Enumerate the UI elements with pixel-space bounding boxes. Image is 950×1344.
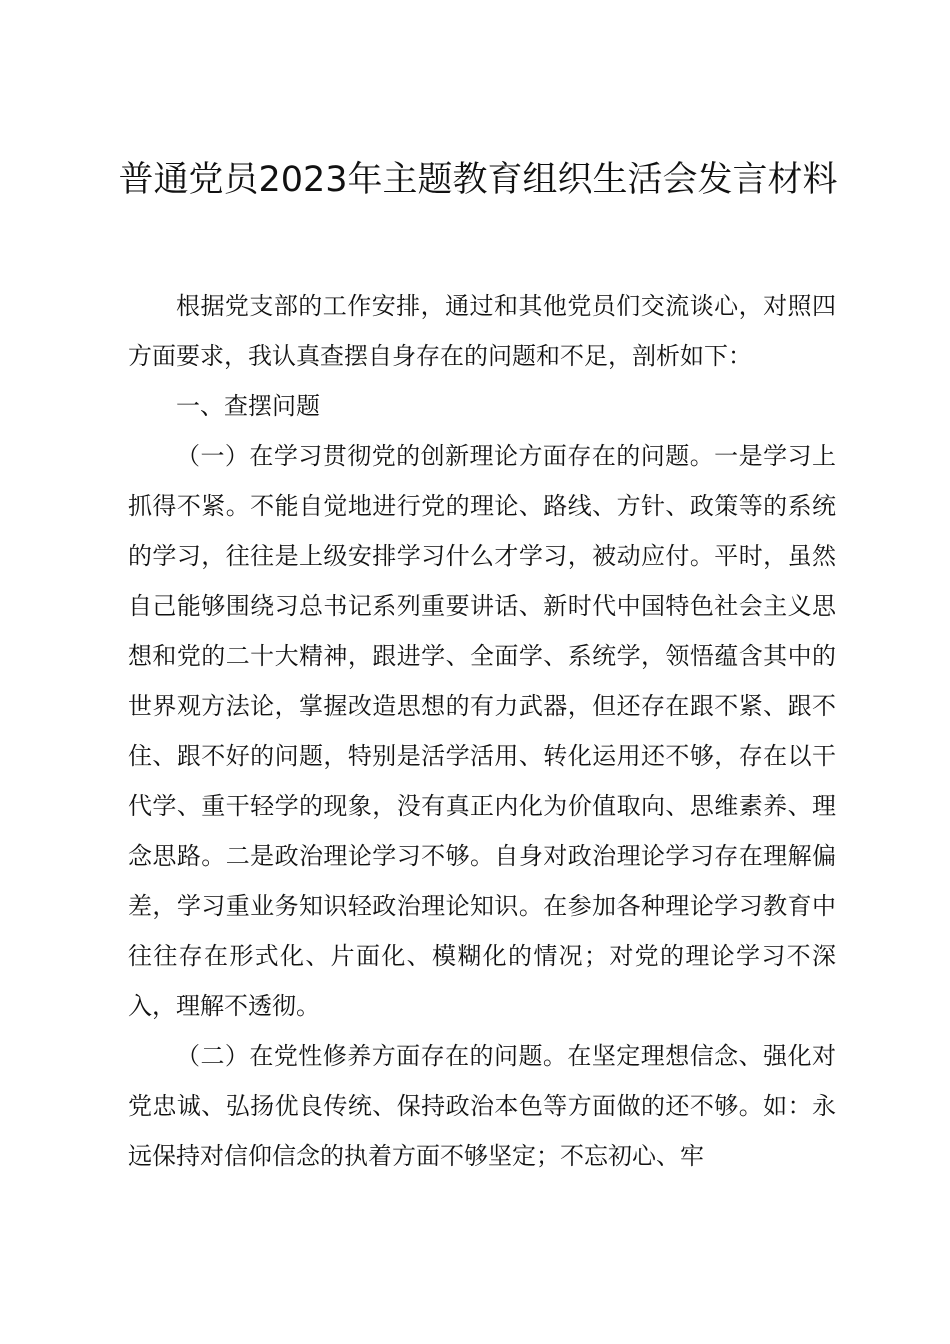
section-paragraph-1: （一）在学习贯彻党的创新理论方面存在的问题。一是学习上抓得不紧。不能自觉地进行党的理论、路线、方针、政策等的系统的学习，往往是上级安排学习什么才学习，被动应付。平时，虽然自己能够围绕习总书记系列重要讲话、新时代中国特色社会主义思想和党的二十大精神，跟进学、全面学、系统学，领悟蕴含其中的世界观方法论，掌握改造思想的有力武器，但还存在跟不紧、跟不住、跟不好的问题，特别是活学活用、转化运用还不够，存在以干代学、重干轻学的现象，没有真正内化为价值取向、思维素养、理念思路。二是政治理论学习不够。自身对政治理论学习存在理解偏差，学习重业务知识轻政治理论知识。在参加各种理论学习教育中往往存在形式化、片面化、模糊化的情况；对党的理论学习不深入，理解不透彻。 [128,442,836,1020]
document-title: 普通党员2023年主题教育组织生活会发言材料 [118,160,838,200]
intro-paragraph: 根据党支部的工作安排，通过和其他党员们交流谈心，对照四方面要求，我认真查摆自身存在的问题和不足，剖析如下： [128,292,836,370]
section-paragraph-2: （二）在党性修养方面存在的问题。在坚定理想信念、强化对党忠诚、弘扬优良传统、保持政治本色等方面做的还不够。如：永远保持对信仰信念的执着方面不够坚定；不忘初心、牢 [128,1042,836,1170]
section-heading: 一、查摆问题 [176,392,320,420]
